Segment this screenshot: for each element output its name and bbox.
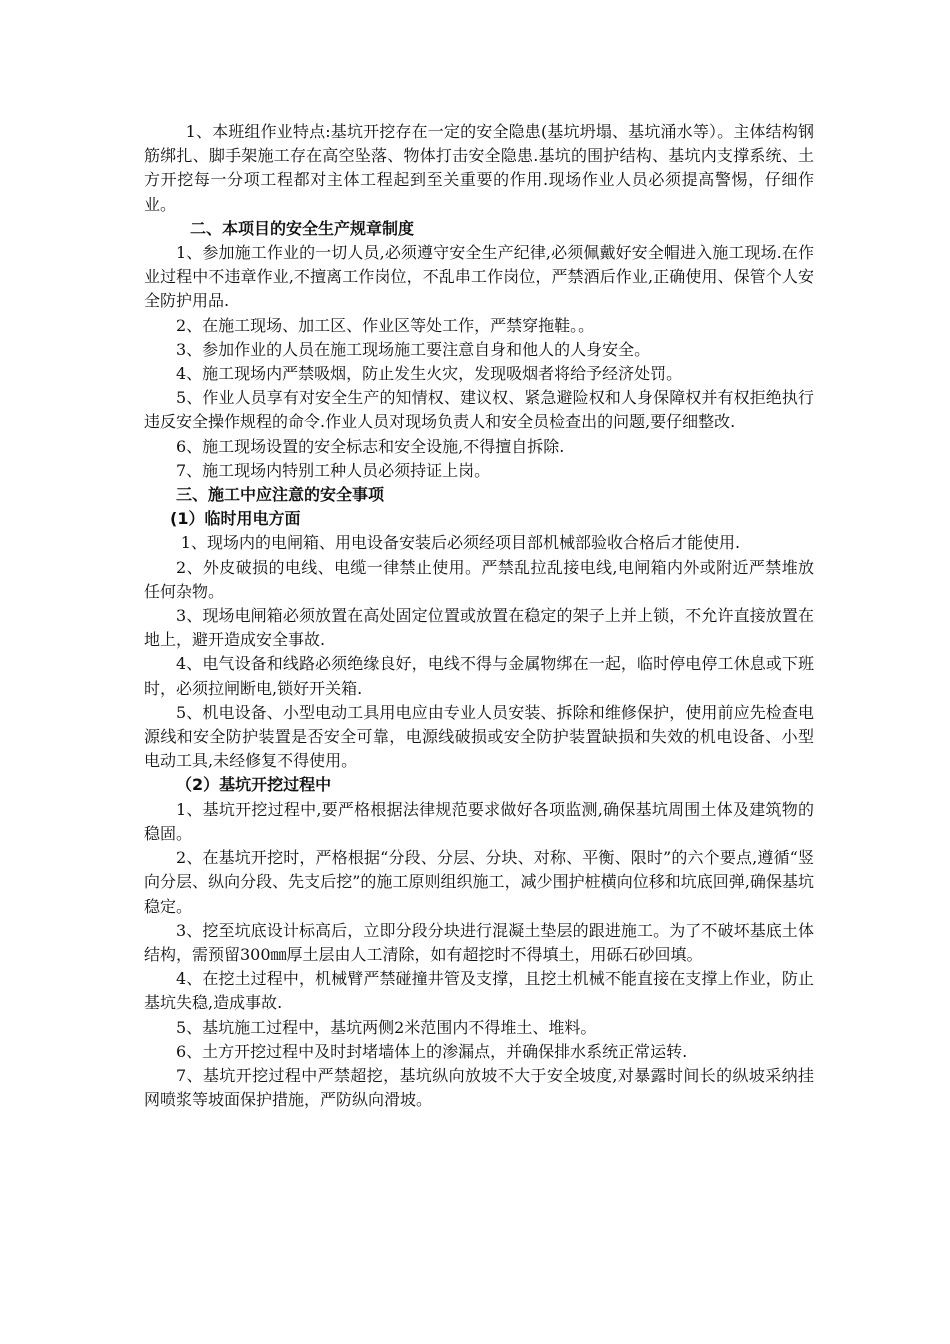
excavation-item-4: 4、在挖土过程中，机械臂严禁碰撞井管及支撑，且挖土机械不能直接在支撑上作业，防止基坑失稳,造成事故. [144,969,814,1013]
section-2-item-7: 7、施工现场内特别工种人员必须持证上岗。 [176,460,491,480]
electricity-item-4: 4、电气设备和线路必须绝缘良好，电线不得与金属物绑在一起，临时停电停工休息或下班时，必须拉闸断电,锁好开关箱. [144,654,814,698]
subsection-excavation-heading: （2）基坑开挖过程中 [176,775,332,795]
electricity-item-3: 3、现场电闸箱必须放置在高处固定位置或放置在稳定的架子上并上锁，不允许直接放置在地上，避开造成安全事故. [144,606,814,650]
excavation-item-3: 3、挖至坑底设计标高后，立即分段分块进行混凝土垫层的跟进施工。为了不破坏基底土体结构，需预留300㎜厚土层由人工清除，如有超挖时不得填土，用砾石砂回填。 [144,920,814,964]
excavation-item-7: 7、基坑开挖过程中严禁超挖，基坑纵向放坡不大于安全坡度,对暴露时间长的纵坡采纳挂网喷浆等坡面保护措施，严防纵向滑坡。 [144,1065,814,1110]
excavation-item-6: 6、土方开挖过程中及时封堵墙体上的渗漏点，并确保排水系统正常运转. [176,1041,688,1061]
section-2-item-5: 5、作业人员享有对安全生产的知情权、建议权、紧急避险权和人身保障权并有权拒绝执行违反安全操作规程的命令.作业人员对现场负责人和安全员检查出的问题,要仔细整改. [144,388,814,432]
section-2-item-3: 3、参加作业的人员在施工现场施工要注意自身和他人的人身安全。 [176,339,651,359]
excavation-item-2: 2、在基坑开挖时，严格根据“分段、分层、分块、对称、平衡、限时”的六个要点,遵循“竖向分层、纵向分段、先支后挖”的施工原则组织施工，减少围护桩横向位移和坑底回弹,确保基坑稳定。 [144,848,814,916]
electricity-item-2: 2、外皮破损的电线、电缆一律禁止使用。严禁乱拉乱接电线,电闸箱内外或附近严禁堆放任何杂物。 [144,557,814,601]
electricity-item-1: 1、现场内的电闸箱、用电设备安装后必须经项目部机械部验收合格后才能使用. [180,533,741,553]
excavation-item-5: 5、基坑施工过程中，基坑两侧2米范围内不得堆土、堆料。 [176,1017,597,1037]
section-2-item-1: 1、参加施工作业的一切人员,必须遵守安全生产纪律,必须佩戴好安全帽进入施工现场.在作业过程中不违章作业,不擅离工作岗位，不乱串工作岗位，严禁酒后作业,正确使用、保管个人安全防护用品. [144,243,814,311]
intro-paragraph: 1、本班组作业特点:基坑开挖存在一定的安全隐患(基坑坍塌、基坑涌水等）。主体结构钢筋绑扎、脚手架施工存在高空坠落、物体打击安全隐患.基坑的围护结构、基坑内支撑系统、土方开挖每一分项工程都对主体工程起到至关重要的作用.现场作业人员必须提高警惕，仔细作业。 [144,122,814,214]
document-page [144,120,814,1112]
section-2-item-6: 6、施工现场设置的安全标志和安全设施,不得擅自拆除. [176,436,565,456]
subsection-electricity-heading: (1）临时用电方面 [170,509,301,529]
section-3-heading: 三、施工中应注意的安全事项 [176,485,385,505]
section-2-heading: 二、本项目的安全生产规章制度 [190,218,415,238]
excavation-item-1: 1、基坑开挖过程中,要严格根据法律规范要求做好各项监测,确保基坑周围土体及建筑物的稳固。 [144,799,814,843]
electricity-item-5: 5、机电设备、小型电动工具用电应由专业人员安装、拆除和维修保护，使用前应先检查电源线和安全防护装置是否安全可靠，电源线破损或安全防护装置缺损和失效的机电设备、小型电动工具,未经修复不得使用。 [144,702,814,771]
section-2-item-4: 4、施工现场内严禁吸烟，防止发生火灾，发现吸烟者将给予经济处罚。 [176,364,683,384]
section-2-item-2: 2、在施工现场、加工区、作业区等处工作，严禁穿拖鞋。。 [176,315,595,335]
